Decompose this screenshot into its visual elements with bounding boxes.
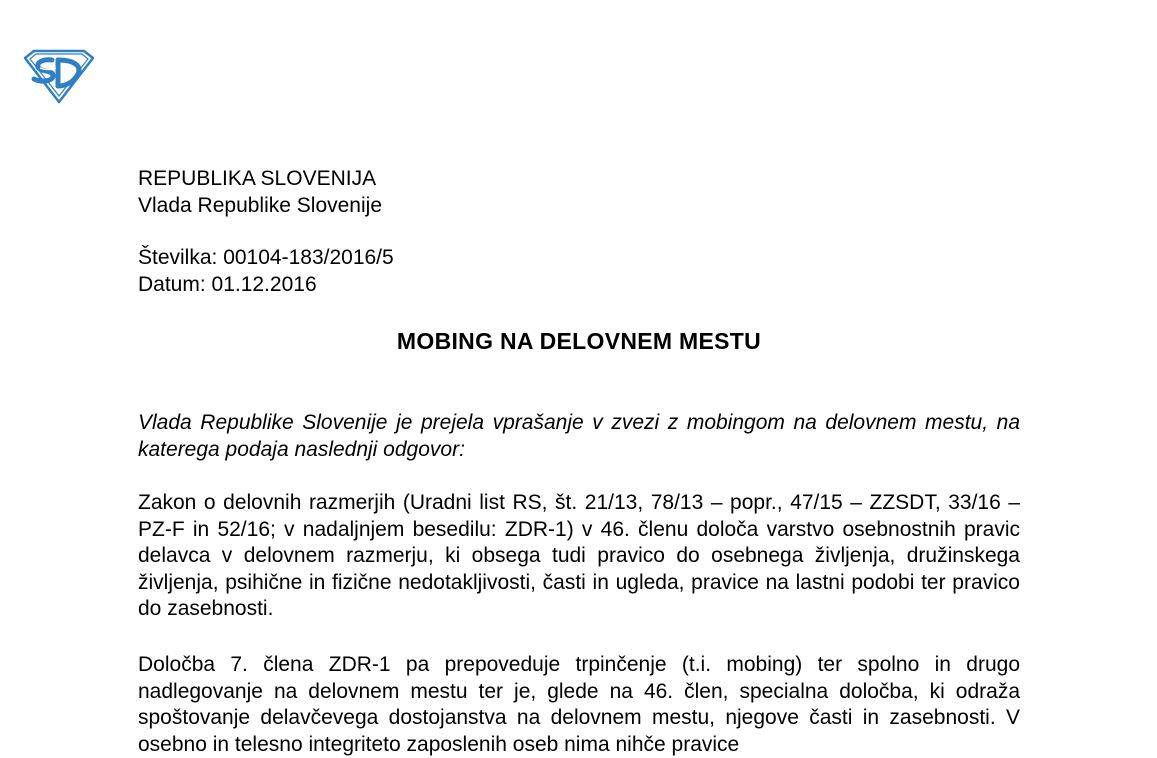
document-date: Datum: 01.12.2016 — [138, 273, 317, 296]
document-title: MOBING NA DELOVNEM MESTU — [396, 328, 762, 354]
intro-paragraph: Vlada Republike Slovenije je prejela vprašanje v zvezi z mobingom na delovnem mestu, na katerega podaja naslednji odgovor: — [138, 411, 1020, 461]
document-number: Številka: 00104-183/2016/5 — [138, 246, 394, 269]
country-heading: REPUBLIKA SLOVENIJA — [138, 167, 377, 190]
body-paragraph-2: Določba 7. člena ZDR-1 pa prepoveduje trpinčenje (t.i. mobing) ter spolno in drugo nadlegovanje na delovnem mestu ter je, glede na 46. člen, specialna določba, ki odraža spoštovanje delavčevega dostojanstva na delovnem mestu, njegove časti in zasebnosti. V osebno in telesno integriteto zaposlenih oseb nima nihče pravice — [138, 653, 1020, 756]
body-paragraph-1: Zakon o delovnih razmerjih (Uradni list RS, št. 21/13, 78/13 – popr., 47/15 – ZZSDT, 33/16 – PZ-F in 52/16; v nadaljnjem besedilu: ZDR-1) v 46. členu določa varstvo osebnostnih pravic delavca v delovnem razmerju, ki obsega tudi pravico do osebnega življenja, družinskega življenja, psihične in fizične nedotakljivosti, časti in ugleda, pravice na lastni podobi ter pravico do zasebnosti. — [138, 491, 1020, 621]
sd-shield-logo-icon — [22, 48, 96, 104]
institution-name: Vlada Republike Slovenije — [138, 194, 382, 217]
